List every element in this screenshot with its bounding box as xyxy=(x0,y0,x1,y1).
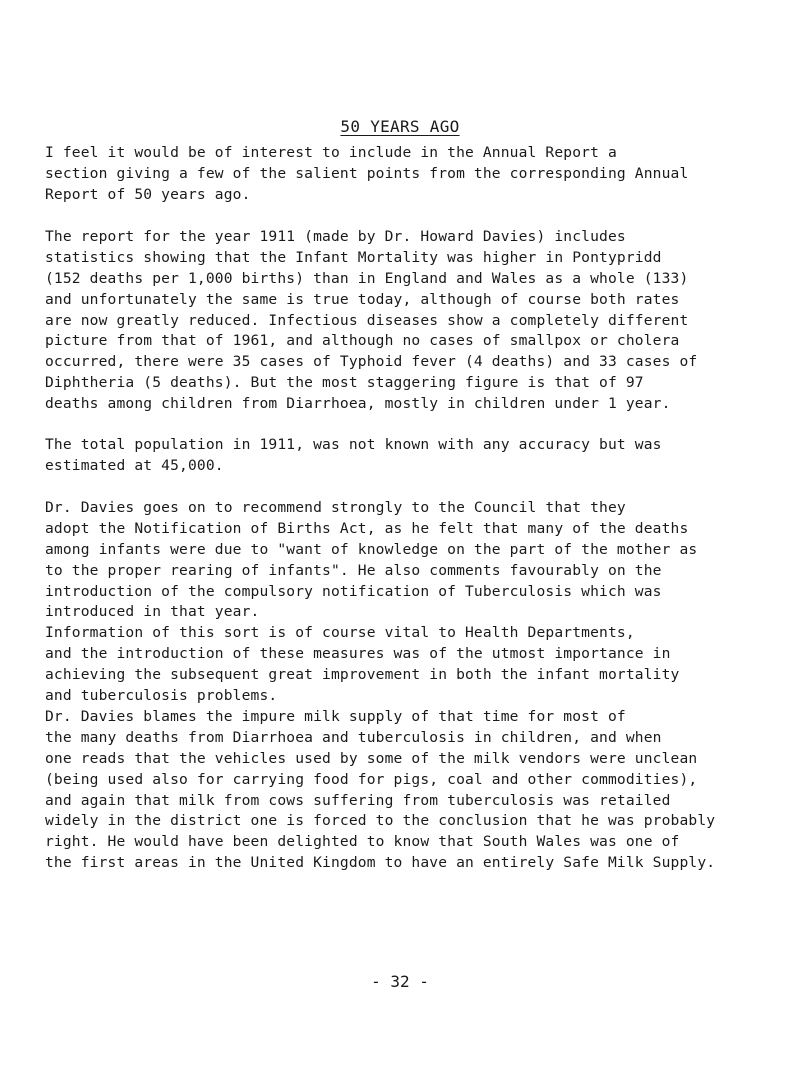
text-line: Diphtheria (5 deaths). But the most staggering figure is that of 97 xyxy=(45,374,644,392)
text-line: widely in the district one is forced to the conclusion that he was probably xyxy=(45,812,716,830)
text-line: Dr. Davies goes on to recommend strongly to the Council that they xyxy=(45,499,626,516)
paragraph-milk-supply xyxy=(45,707,765,874)
text-line: Report of 50 years ago. xyxy=(45,185,251,203)
text-line: The report for the year 1911 (made by Dr. Howard Davies) includes xyxy=(45,228,626,245)
text-line: and tuberculosis problems. xyxy=(45,686,278,704)
text-line: deaths among children from Diarrhoea, mostly in children under 1 year. xyxy=(45,395,671,413)
text-line: introduced in that year. xyxy=(45,603,260,621)
page-title xyxy=(0,117,800,137)
text-line: Information of this sort is of course vital to Health Departments, xyxy=(45,624,635,641)
text-line: among infants were due to "want of knowledge on the part of the mother as xyxy=(45,540,698,558)
text-line: and unfortunately the same is true today, although of course both rates xyxy=(45,290,680,308)
text-line: I feel it would be of interest to include in the Annual Report a xyxy=(45,144,617,161)
text-line: introduction of the compulsory notification of Tuberculosis which was xyxy=(45,582,662,600)
text-line: and the introduction of these measures was of the utmost importance in xyxy=(45,644,671,662)
text-line: achieving the subsequent great improvement in both the infant mortality xyxy=(45,665,680,683)
text-line: statistics showing that the Infant Mortality was higher in Pontypridd xyxy=(45,248,662,266)
text-line: estimated at 45,000. xyxy=(45,456,224,474)
text-line: right. He would have been delighted to know that South Wales was one of xyxy=(45,833,680,851)
page-number: - 32 - xyxy=(371,972,429,991)
text-line: the first areas in the United Kingdom to have an entirely Safe Milk Supply. xyxy=(45,854,716,872)
text-line: adopt the Notification of Births Act, as he felt that many of the deaths xyxy=(45,519,689,537)
paragraph-information xyxy=(45,623,765,707)
text-line: (152 deaths per 1,000 births) than in England and Wales as a whole (133) xyxy=(45,269,689,287)
text-line: section giving a few of the salient points from the corresponding Annual xyxy=(45,164,689,182)
text-line: one reads that the vehicles used by some of the milk vendors were unclean xyxy=(45,749,698,767)
text-line: are now greatly reduced. Infectious diseases show a completely different xyxy=(45,311,689,329)
text-line: the many deaths from Diarrhoea and tuberculosis in children, and when xyxy=(45,728,662,746)
text-line: (being used also for carrying food for pigs, coal and other commodities), xyxy=(45,770,698,788)
paragraph-1911-report xyxy=(45,227,765,415)
paragraph-intro xyxy=(45,143,765,206)
text-line: picture from that of 1961, and although no cases of smallpox or cholera xyxy=(45,332,680,350)
text-line: to the proper rearing of infants". He also comments favourably on the xyxy=(45,561,662,579)
text-line: occurred, there were 35 cases of Typhoid fever (4 deaths) and 33 cases of xyxy=(45,353,698,371)
text-line: The total population in 1911, was not known with any accuracy but was xyxy=(45,436,662,453)
text-line: Dr. Davies blames the impure milk supply of that time for most of xyxy=(45,708,626,725)
paragraph-notification xyxy=(45,498,765,623)
paragraph-population xyxy=(45,435,765,477)
page-title-text: 50 YEARS AGO xyxy=(340,117,460,136)
text-line: and again that milk from cows suffering from tuberculosis was retailed xyxy=(45,791,671,809)
